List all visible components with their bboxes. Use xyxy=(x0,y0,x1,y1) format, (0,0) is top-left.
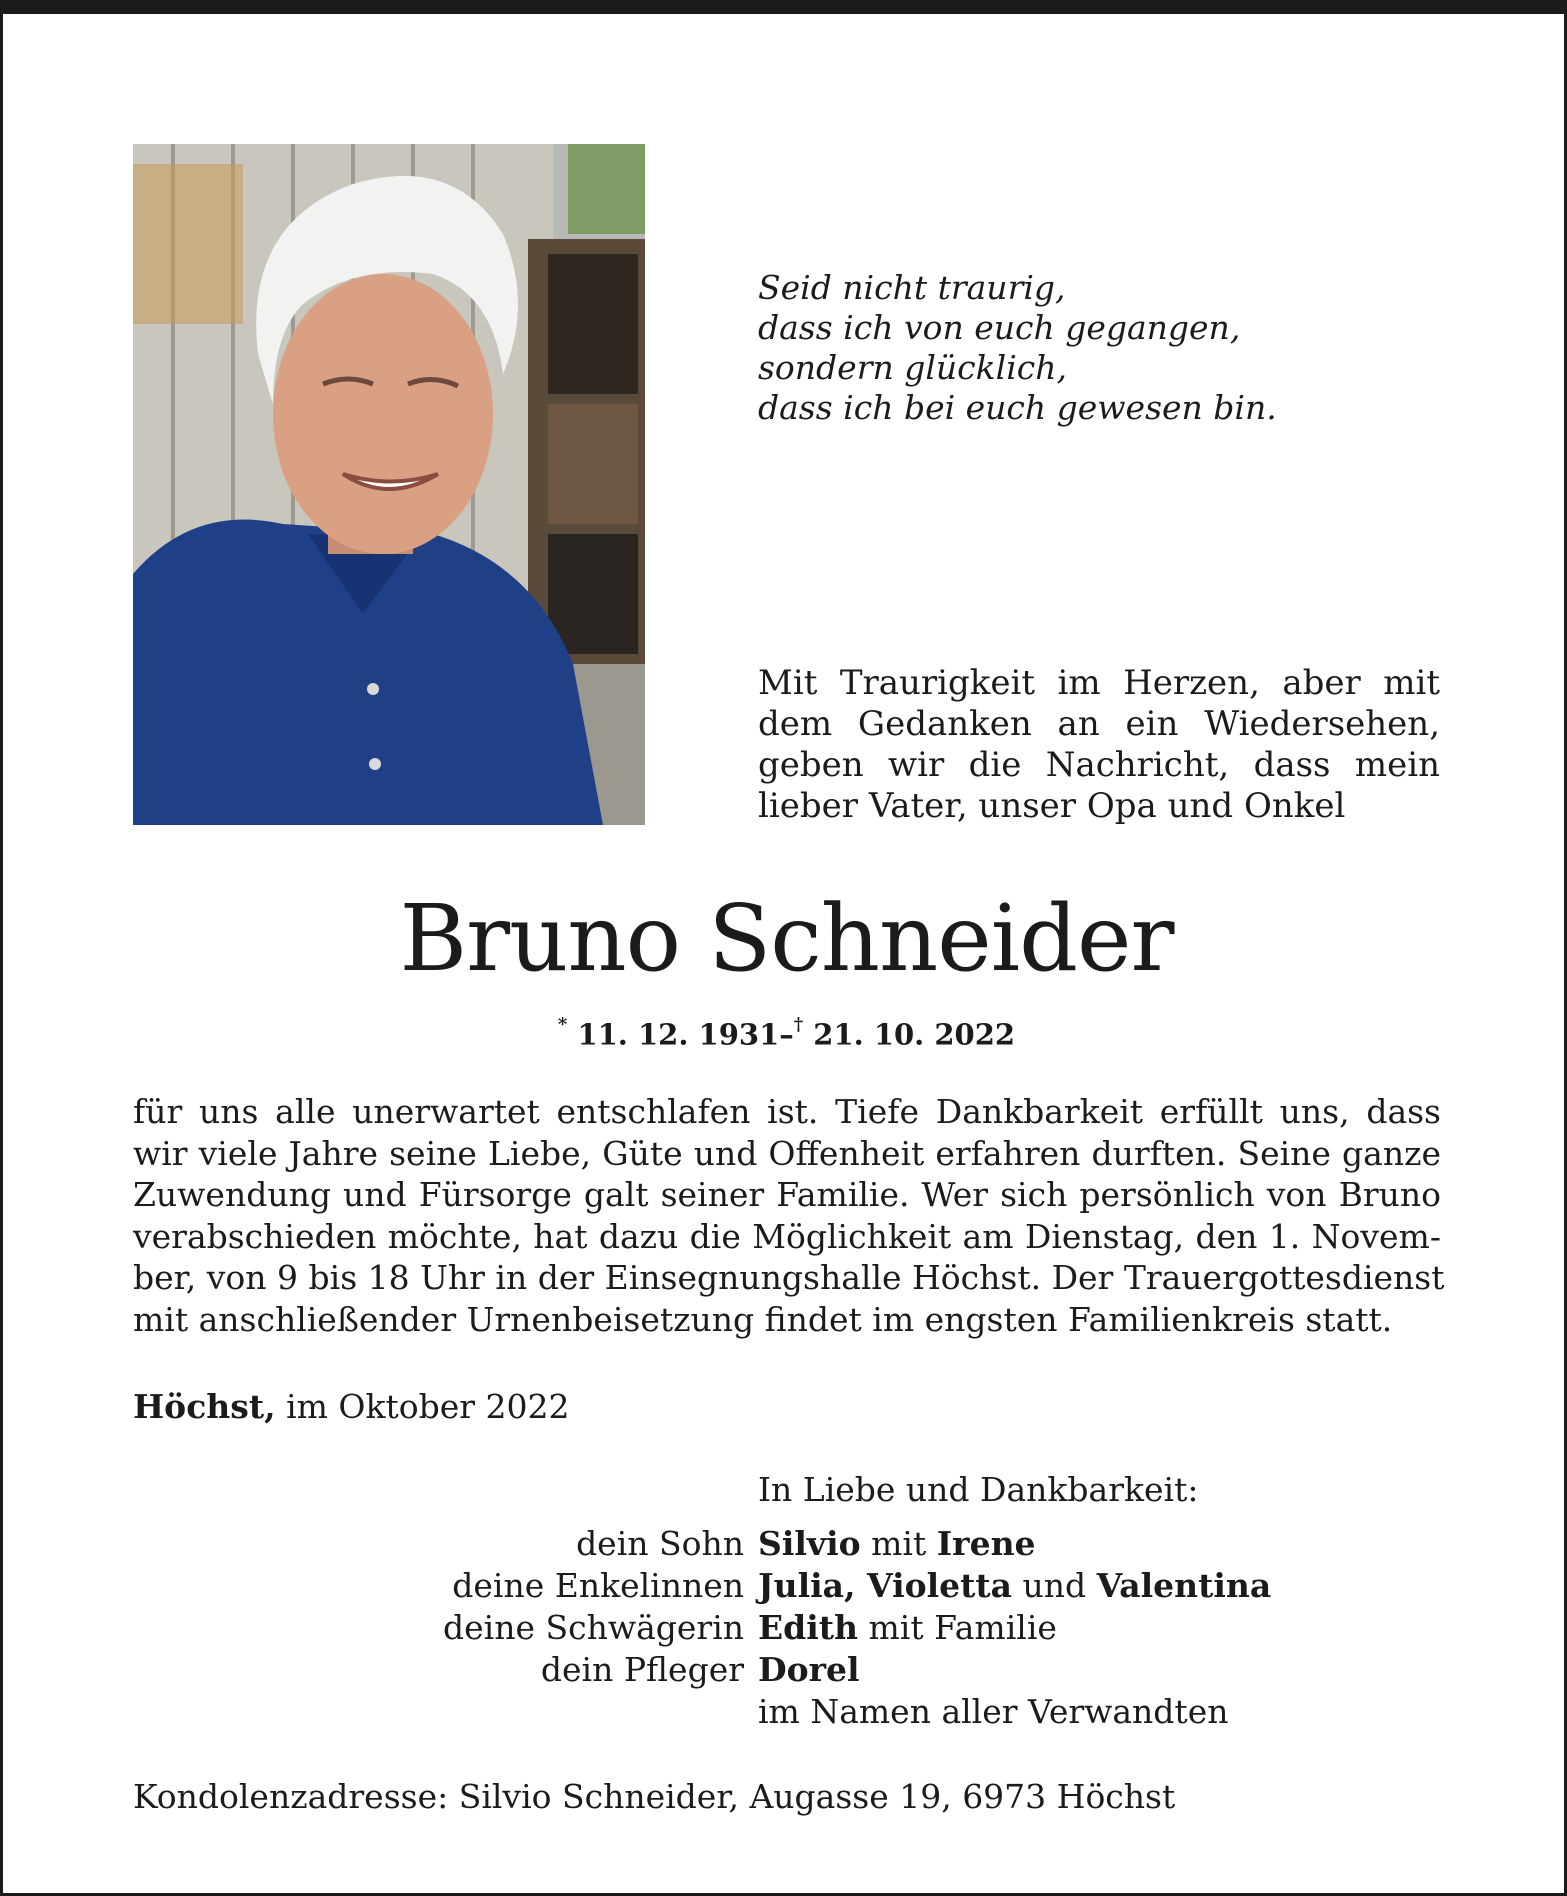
intro-line: geben wir die Nachricht, dass mein xyxy=(758,745,1440,785)
relative-name: Edith xyxy=(758,1608,858,1647)
relation-label: dein Pfleger xyxy=(540,1650,744,1689)
relative-name: Dorel xyxy=(758,1650,860,1689)
body-line: wir viele Jahre seine Liebe, Güte und Offenheit erfahren durften. Seine ganze xyxy=(133,1133,1441,1173)
body-paragraph xyxy=(133,1091,1445,1340)
relation-names xyxy=(758,1565,1271,1607)
relation-names xyxy=(758,1607,1057,1649)
death-symbol: † xyxy=(793,1014,804,1035)
verse-line: sondern glücklich, xyxy=(758,348,1067,387)
body-line: verabschieden möchte, hat dazu die Möglichkeit am Dienstag, den 1. Novem- xyxy=(133,1216,1441,1256)
intro-line: dem Gedanken an ein Wiedersehen, xyxy=(758,704,1440,744)
relation-names xyxy=(758,1523,1036,1565)
relative-name: Valentina xyxy=(1096,1566,1272,1605)
place-date xyxy=(133,1386,570,1428)
body-line: für uns alle unerwartet entschlafen ist. Tiefe Dankbarkeit erfüllt uns, dass xyxy=(133,1092,1441,1131)
relative-name: Julia, Violetta xyxy=(758,1566,1013,1605)
relation-label: deine Enkelinnen xyxy=(452,1566,744,1605)
intro-line: lieber Vater, unser Opa und Onkel xyxy=(758,786,1346,826)
relative-name: Irene xyxy=(936,1524,1036,1563)
relation-label: deine Schwägerin xyxy=(443,1608,744,1647)
relation-names xyxy=(758,1649,860,1691)
birth-symbol: * xyxy=(557,1014,568,1035)
verse-line: dass ich von euch gegangen, xyxy=(758,308,1241,347)
body-line: Zuwendung und Fürsorge galt seiner Familie. Wer sich persönlich von Bruno xyxy=(133,1175,1441,1214)
body-line: ber, von 9 bis 18 Uhr in der Einsegnungshalle Höchst. Der Trauergottesdienst xyxy=(133,1258,1445,1297)
signature-heading: In Liebe und Dankbarkeit: xyxy=(758,1470,1199,1509)
verse-line: Seid nicht traurig, xyxy=(758,268,1066,307)
portrait-photo xyxy=(133,144,645,825)
verse-line: dass ich bei euch gewesen bin. xyxy=(758,388,1277,427)
life-dates xyxy=(3,1009,1567,1055)
intro-line: Mit Traurigkeit im Herzen, aber mit xyxy=(758,663,1440,703)
suffix-text: mit Familie xyxy=(868,1608,1057,1647)
condolence-address: Kondolenzadresse: Silvio Schneider, Augasse 19, 6973 Höchst xyxy=(133,1777,1176,1816)
place-month: im Oktober 2022 xyxy=(286,1387,570,1426)
death-date: 21. 10. 2022 xyxy=(813,1017,1016,1052)
deceased-name: Bruno Schneider xyxy=(399,885,1174,992)
joiner-text: und xyxy=(1022,1566,1087,1605)
relative-name: Silvio xyxy=(758,1524,861,1563)
closing-text: im Namen aller Verwandten xyxy=(758,1692,1229,1731)
joiner-text: mit xyxy=(871,1524,927,1563)
intro-paragraph xyxy=(758,663,1440,827)
birth-date: 11. 12. 1931 xyxy=(577,1017,780,1052)
body-line: mit anschließender Urnenbeisetzung findet im engsten Familienkreis statt. xyxy=(133,1299,1393,1339)
place-town: Höchst, xyxy=(133,1387,276,1426)
verse xyxy=(758,268,1458,428)
relation-label: dein Sohn xyxy=(576,1524,744,1563)
date-dash: – xyxy=(779,1017,794,1052)
